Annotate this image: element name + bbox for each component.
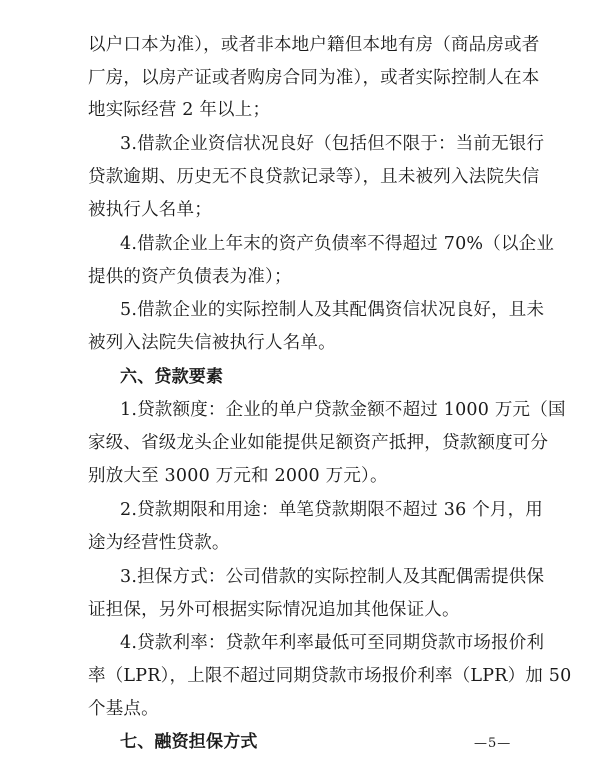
paragraph-line: 被列入法院失信被执行人名单。 xyxy=(88,333,336,353)
paragraph-line: 以户口本为准），或者非本地户籍但本地有房（商品房或者 xyxy=(88,35,540,55)
section-heading-7: 七、融资担保方式 xyxy=(120,732,258,752)
paragraph-line: 家级、省级龙头企业如能提供足额资产抵押，贷款额度可分 xyxy=(88,433,549,453)
paragraph-line: 证担保，另外可根据实际情况追加其他保证人。 xyxy=(88,600,460,620)
page-number: —5— xyxy=(474,736,512,751)
paragraph-line: 率（LPR），上限不超过同期贷款市场报价利率（LPR）加 50 xyxy=(88,666,572,686)
paragraph-line: 地实际经营 2 年以上； xyxy=(88,100,271,120)
paragraph-line: 厂房，以房产证或者购房合同为准），或者实际控制人在本 xyxy=(88,68,540,88)
paragraph-line: 个基点。 xyxy=(88,699,159,719)
paragraph-line: 3.担保方式：公司借款的实际控制人及其配偶需提供保 xyxy=(120,567,545,587)
paragraph-line: 4.借款企业上年末的资产负债率不得超过 70%（以企业 xyxy=(120,234,555,254)
paragraph-line: 3.借款企业资信状况良好（包括但不限于：当前无银行 xyxy=(120,134,545,154)
paragraph-line: 4.贷款利率：贷款年利率最低可至同期贷款市场报价利 xyxy=(120,633,545,653)
paragraph-line: 被执行人名单； xyxy=(88,200,212,220)
paragraph-line: 1.贷款额度：企业的单户贷款金额不超过 1000 万元（国 xyxy=(120,400,566,420)
paragraph-line: 途为经营性贷款。 xyxy=(88,533,230,553)
paragraph-line: 提供的资产负债表为准）； xyxy=(88,267,292,287)
paragraph-line: 2.贷款期限和用途：单笔贷款期限不超过 36 个月，用 xyxy=(120,500,543,520)
paragraph-line: 别放大至 3000 万元和 2000 万元）。 xyxy=(88,466,388,486)
section-heading-6: 六、贷款要素 xyxy=(120,367,224,387)
paragraph-line: 5.借款企业的实际控制人及其配偶资信状况良好，且未 xyxy=(120,300,545,320)
paragraph-line: 贷款逾期、历史无不良贷款记录等），且未被列入法院失信 xyxy=(88,167,540,187)
